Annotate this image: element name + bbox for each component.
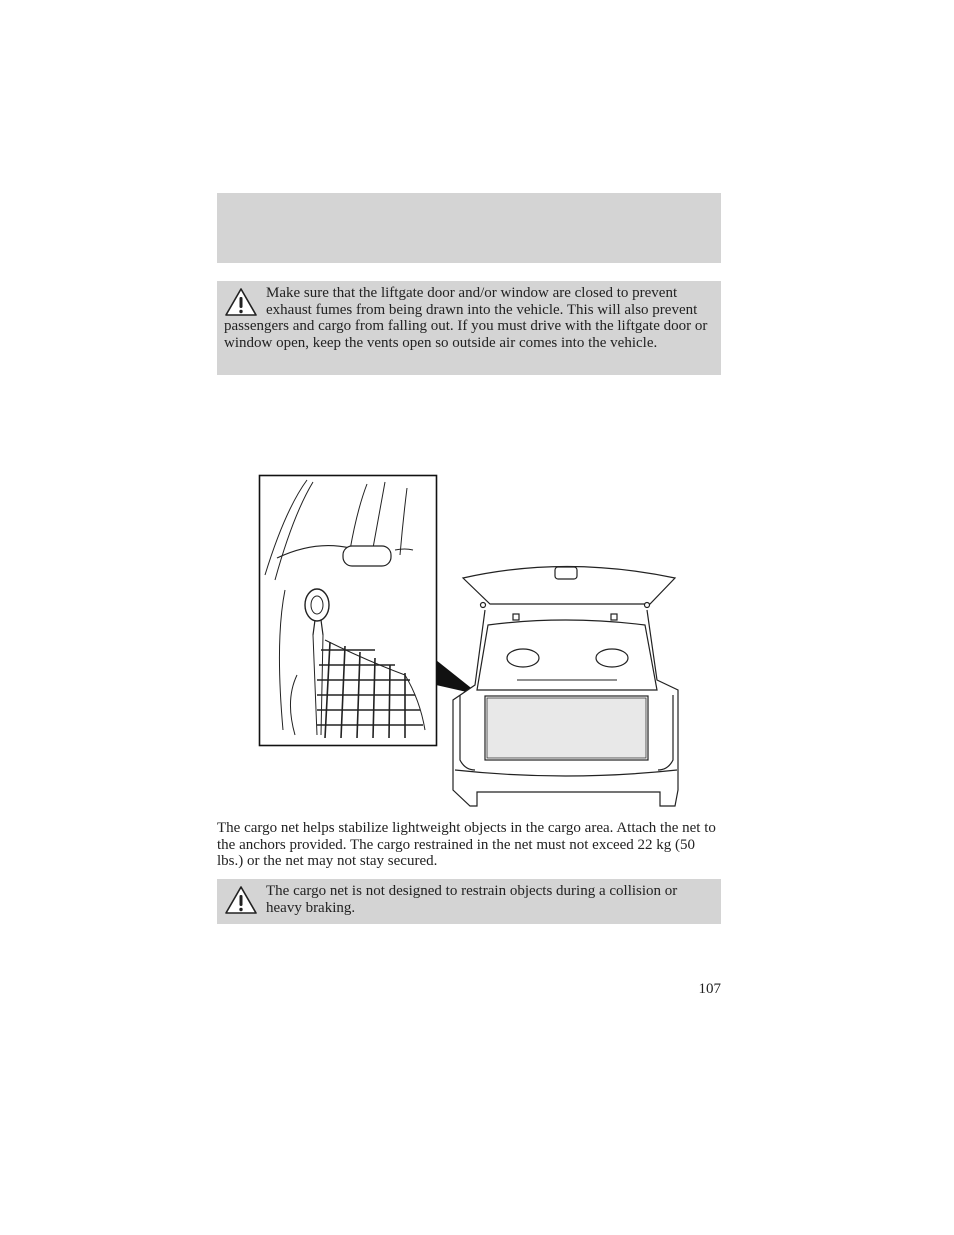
page-number: 107 xyxy=(698,981,721,997)
cargo-net-paragraph: The cargo net helps stabilize lightweight objects in the cargo area. Attach the net to the anchors provided. The cargo restrained in the net must not exceed 22 kg (50 lbs.) or the net may not stay secured. xyxy=(217,820,716,869)
vehicle-rear-view xyxy=(453,567,678,807)
warning-box-cargo-net xyxy=(217,879,721,924)
warning-triangle-icon xyxy=(224,885,258,915)
warning-box-liftgate xyxy=(217,281,721,375)
warning-text: Make sure that the liftgate door and/or window are closed to prevent exhaust fumes from being drawn into the vehicle. This will also prevent passengers and cargo from falling out. If you must drive with the liftgate door or window open, keep the vents open so outside air comes into the vehicle. xyxy=(224,285,708,351)
warning-text: The cargo net is not designed to restrain objects during a collision or heavy braking. xyxy=(266,883,678,916)
section-header-band xyxy=(217,193,721,263)
anchor-detail-inset xyxy=(260,476,437,746)
cargo-net-illustration xyxy=(255,470,685,815)
warning-triangle-icon xyxy=(224,287,258,317)
